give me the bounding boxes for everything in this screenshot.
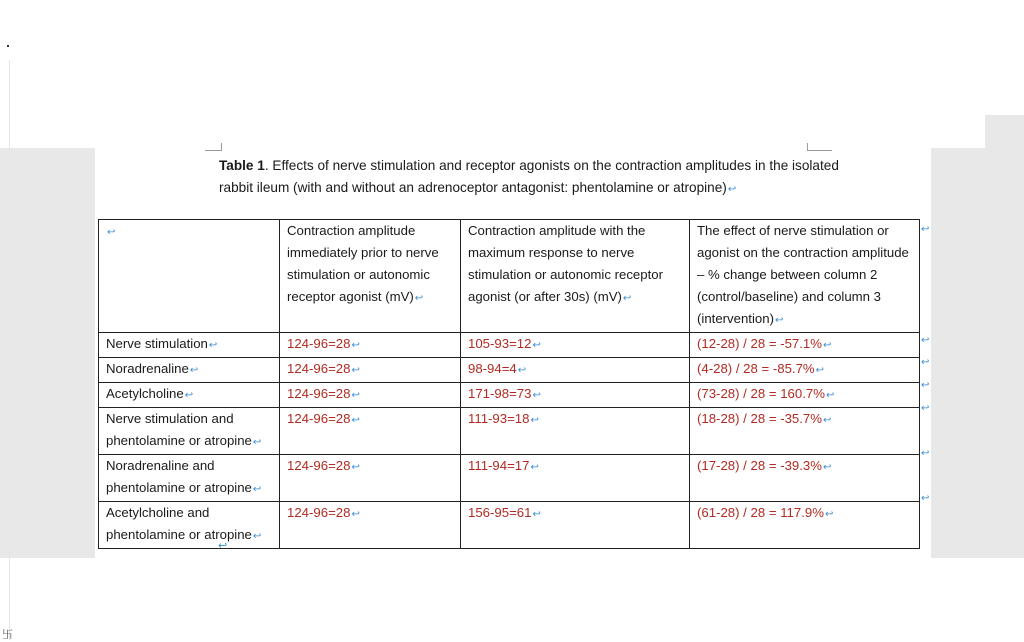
- paragraph-mark-icon: ↩: [252, 437, 262, 448]
- row-end-mark-icon: ↩: [921, 493, 930, 504]
- row-end-mark-icon: ↩: [921, 448, 930, 459]
- header-baseline: Contraction amplitude immediately prior to nerve stimulation or autonomic receptor agonist (mV): [287, 223, 439, 304]
- caption-label: Table 1: [219, 158, 265, 173]
- paragraph-mark-icon: ↩: [351, 340, 360, 351]
- paragraph-mark-icon: ↩: [351, 462, 360, 473]
- response-value: 98-94=4↩: [461, 358, 690, 383]
- paragraph-mark-icon: ↩: [252, 484, 262, 495]
- ruler-dot: [7, 45, 9, 47]
- baseline-value: 124-96=28↩: [280, 383, 461, 408]
- paragraph-mark-icon: ↩: [825, 390, 835, 401]
- paragraph-mark-icon: ↩: [351, 509, 360, 520]
- paragraph-mark-icon: ↩: [530, 415, 539, 426]
- paragraph-mark-icon: ↩: [622, 293, 632, 304]
- paragraph-mark-icon: ↩: [774, 315, 784, 326]
- header-cell: [99, 220, 280, 333]
- row-label: Noradrenaline and phentolamine or atropine↩: [99, 455, 280, 502]
- paragraph-mark-icon: ↩: [532, 340, 541, 351]
- paragraph-mark-icon: ↩: [351, 365, 360, 376]
- header-max-response: Contraction amplitude with the maximum response to nerve stimulation or autonomic receptor agonist (or after 30s) (mV): [468, 223, 663, 304]
- percent-change-value: (12-28) / 28 = -57.1%↩: [690, 333, 920, 358]
- crop-mark-right: [807, 143, 832, 151]
- paragraph-mark-icon: ↩: [530, 462, 539, 473]
- response-value: 156-95=61↩: [461, 502, 690, 549]
- paragraph-mark-icon: ↩: [218, 540, 228, 552]
- paragraph-mark-icon: ↩: [208, 340, 218, 351]
- row-label: Nerve stimulation↩: [99, 333, 280, 358]
- header-percent-change: The effect of nerve stimulation or agonist on the contraction amplitude – % change between column 2 (control/baseline) and column 3 (intervention): [697, 223, 909, 326]
- row-end-mark-icon: ↩: [921, 380, 930, 391]
- response-value: 111-94=17↩: [461, 455, 690, 502]
- paragraph-mark-icon: ↩: [351, 390, 360, 401]
- table-row: [99, 333, 920, 358]
- paragraph-mark-icon: ↩: [532, 390, 541, 401]
- response-value: 171-98=73↩: [461, 383, 690, 408]
- row-label: Acetylcholine and phentolamine or atropine↩: [99, 502, 280, 549]
- page-bottom-area: [22, 558, 1024, 640]
- percent-change-value: (4-28) / 28 = -85.7%↩: [690, 358, 920, 383]
- paragraph-mark-icon: ↩: [727, 184, 737, 195]
- table-row: [99, 455, 920, 502]
- header-cell: [690, 220, 920, 333]
- paragraph-mark-icon: ↩: [351, 415, 360, 426]
- baseline-value: 124-96=28↩: [280, 502, 461, 549]
- page-shadow: [985, 115, 1024, 558]
- row-label: Noradrenaline↩: [99, 358, 280, 383]
- paragraph-mark-icon: ↩: [823, 340, 832, 351]
- paragraph-mark-icon: ↩: [189, 365, 199, 376]
- anchor-icon: 卐: [2, 629, 13, 641]
- results-table: [98, 219, 920, 549]
- percent-change-value: (61-28) / 28 = 117.9%↩: [690, 502, 920, 549]
- table-row: [99, 408, 920, 455]
- crop-mark-left: [205, 143, 222, 151]
- row-end-mark-icon: ↩: [921, 224, 930, 235]
- caption-text: . Effects of nerve stimulation and receptor agonists on the contraction amplitudes in the isolated rabbit ileum (with and without an adrenoceptor antagonist: phentolamine or atropine): [219, 158, 839, 195]
- paragraph-mark-icon: ↩: [824, 509, 834, 520]
- response-value: 111-93=18↩: [461, 408, 690, 455]
- header-cell: [280, 220, 461, 333]
- baseline-value: 124-96=28↩: [280, 408, 461, 455]
- paragraph-mark-icon: ↩: [184, 390, 194, 401]
- paragraph-mark-icon: ↩: [414, 293, 424, 304]
- baseline-value: 124-96=28↩: [280, 333, 461, 358]
- paragraph-mark-icon: ↩: [815, 365, 825, 376]
- row-end-mark-icon: ↩: [921, 403, 930, 414]
- table-row: [99, 383, 920, 408]
- percent-change-value: (17-28) / 28 = -39.3%↩: [690, 455, 920, 502]
- baseline-value: 124-96=28↩: [280, 358, 461, 383]
- row-end-mark-icon: ↩: [921, 335, 930, 346]
- table-row: [99, 358, 920, 383]
- percent-change-value: (73-28) / 28 = 160.7%↩: [690, 383, 920, 408]
- paragraph-mark-icon: ↩: [823, 462, 832, 473]
- paragraph-mark-icon: ↩: [107, 227, 116, 238]
- paragraph-mark-icon: ↩: [252, 531, 262, 542]
- row-label: Nerve stimulation and phentolamine or atropine↩: [99, 408, 280, 455]
- percent-change-value: (18-28) / 28 = -35.7%↩: [690, 408, 920, 455]
- paragraph-mark-icon: ↩: [517, 365, 527, 376]
- row-label: Acetylcholine↩: [99, 383, 280, 408]
- response-value: 105-93=12↩: [461, 333, 690, 358]
- row-end-mark-icon: ↩: [921, 357, 930, 368]
- table-header-row: [99, 220, 920, 333]
- paragraph-mark-icon: ↩: [823, 415, 832, 426]
- table-caption: [219, 155, 839, 201]
- baseline-value: 124-96=28↩: [280, 455, 461, 502]
- paragraph-mark-icon: ↩: [532, 509, 541, 520]
- left-ruler-strip: [0, 60, 10, 640]
- header-cell: [461, 220, 690, 333]
